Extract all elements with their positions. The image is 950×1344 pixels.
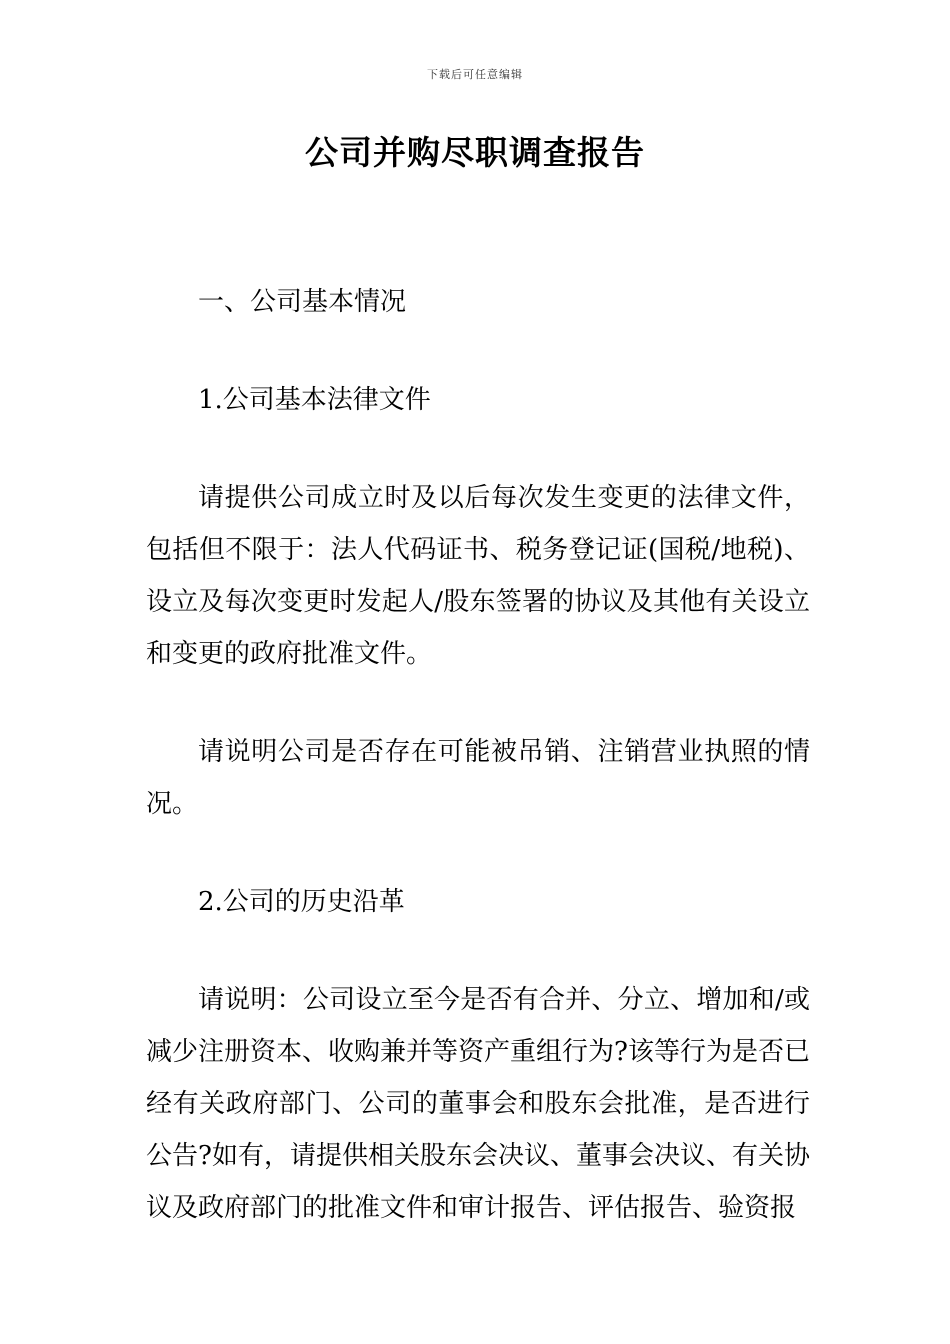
paragraph-legal-documents-request: 请提供公司成立时及以后每次发生变更的法律文件，包括但不限于：法人代码证书、税务登记证(国税/地税)、设立及每次变更时发起人/股东签署的协议及其他有关设立和变更的政府批准文件。 [146, 483, 810, 669]
paragraph-company-history-request: 请说明：公司设立至今是否有合并、分立、增加和/或减少注册资本、收购兼并等资产重组行为?该等行为是否已经有关政府部门、公司的董事会和股东会批准，是否进行公告?如有，请提供相关股东会决议、董事会决议、有关协议及政府部门的批准文件和审计报告、评估报告、验资报 [146, 985, 810, 1223]
section-heading-company-basics: 一、公司基本情况 [198, 287, 407, 317]
document-body [146, 276, 810, 1234]
subsection-heading-company-history: 2.公司的历史沿革 [198, 887, 405, 917]
page-header-note: 下载后可任意编辑 [427, 68, 523, 81]
subsection-heading-legal-documents: 1.公司基本法律文件 [198, 385, 431, 415]
paragraph-license-revocation: 请说明公司是否存在可能被吊销、注销营业执照的情况。 [146, 737, 810, 819]
document-title: 公司并购尽职调查报告 [305, 133, 645, 172]
